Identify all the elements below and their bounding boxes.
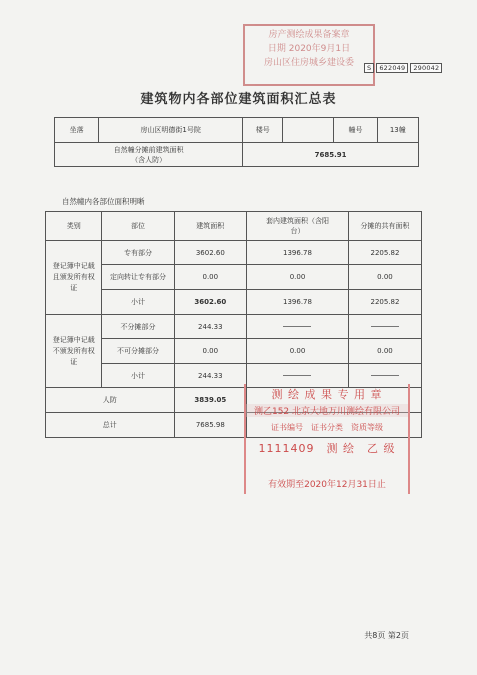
serial-part-1: 622049 [376,63,408,73]
row-area: 3602.60 [174,241,247,265]
row-inner: 1396.78 [247,290,349,315]
row-area: 0.00 [174,339,247,364]
civil-defense-label: 人防 [46,388,175,413]
stamp-main-line-2: 测乙152 北京大地万川测绘有限公司 [246,404,408,417]
row-part: 定向转让专有部分 [102,265,174,290]
page-title: 建筑物内各部位建筑面积汇总表 [140,92,337,107]
row-shared: 2205.82 [348,241,421,265]
header-area: 建筑面积 [174,212,247,241]
area-label [55,143,243,167]
section-title: 自然幢内各部位面积明晰 [62,197,145,206]
row-area: 0.00 [174,265,247,290]
header-shared-area: 分摊的共有面积 [348,212,421,241]
stamp-main-line-5: 有效期至2020年12月31日止 [268,480,386,490]
row-area: 244.33 [174,364,247,388]
header-inner-area: 套内建筑面积（含阳台） [247,212,349,241]
header-part: 部位 [102,212,174,241]
dash-mark [371,375,399,376]
area-label-line-2: （含人防） [131,155,167,164]
row-inner: 0.00 [247,265,349,290]
group2-label: 登记簿中记载不颁发所有权证 [46,315,102,388]
total-area: 7685.98 [174,413,247,438]
serial-part-2: 290042 [410,63,442,73]
civil-defense-area: 3839.05 [174,388,247,413]
row-part: 小计 [102,290,174,315]
serial-number [364,64,444,72]
total-label: 总计 [46,413,175,438]
row-part: 小计 [102,364,174,388]
dash-mark [283,375,311,376]
row-shared: 2205.82 [348,290,421,315]
building-label: 楼号 [243,118,283,143]
stamp-main-line-1: 测 绘 成 果 专 用 章 [271,388,383,401]
area-label-line-1: 自然幢分摊前建筑面积 [113,145,184,154]
row-inner-empty [247,315,349,339]
row-part: 不可分摊部分 [102,339,174,364]
row-inner: 1396.78 [247,241,349,265]
unit-value: 13幢 [377,118,418,143]
stamp-main-line-4: 1111409 测 绘 乙 级 [258,442,396,455]
row-area: 244.33 [174,315,247,339]
location-label: 坐落 [55,118,99,143]
header-category: 类别 [46,212,102,241]
dash-mark [371,326,399,327]
surveying-stamp [244,384,410,494]
location-value: 房山区明德街1号院 [99,118,243,143]
row-shared-empty [348,315,421,339]
group1-label: 登记簿中记载且颁发所有权证 [46,241,102,315]
serial-prefix: S [364,63,374,73]
row-shared: 0.00 [348,339,421,364]
page-number: 共8页 第2页 [364,631,409,640]
stamp-line-3: 房山区住房城乡建设委 [263,58,354,68]
row-area: 3602.60 [174,290,247,315]
building-value [283,118,334,143]
row-inner: 0.00 [247,339,349,364]
summary-table [54,117,419,167]
row-part: 不分摊部分 [102,315,174,339]
registration-stamp [243,24,375,86]
row-part: 专有部分 [102,241,174,265]
dash-mark [283,326,311,327]
stamp-line-2: 日期 2020年9月1日 [267,44,351,54]
stamp-main-line-3: 证书编号 证书分类 资质等级 [271,423,383,432]
stamp-line-1: 房产测绘成果备案章 [268,30,350,40]
row-shared: 0.00 [348,265,421,290]
area-value: 7685.91 [243,143,419,167]
unit-label: 幢号 [334,118,377,143]
